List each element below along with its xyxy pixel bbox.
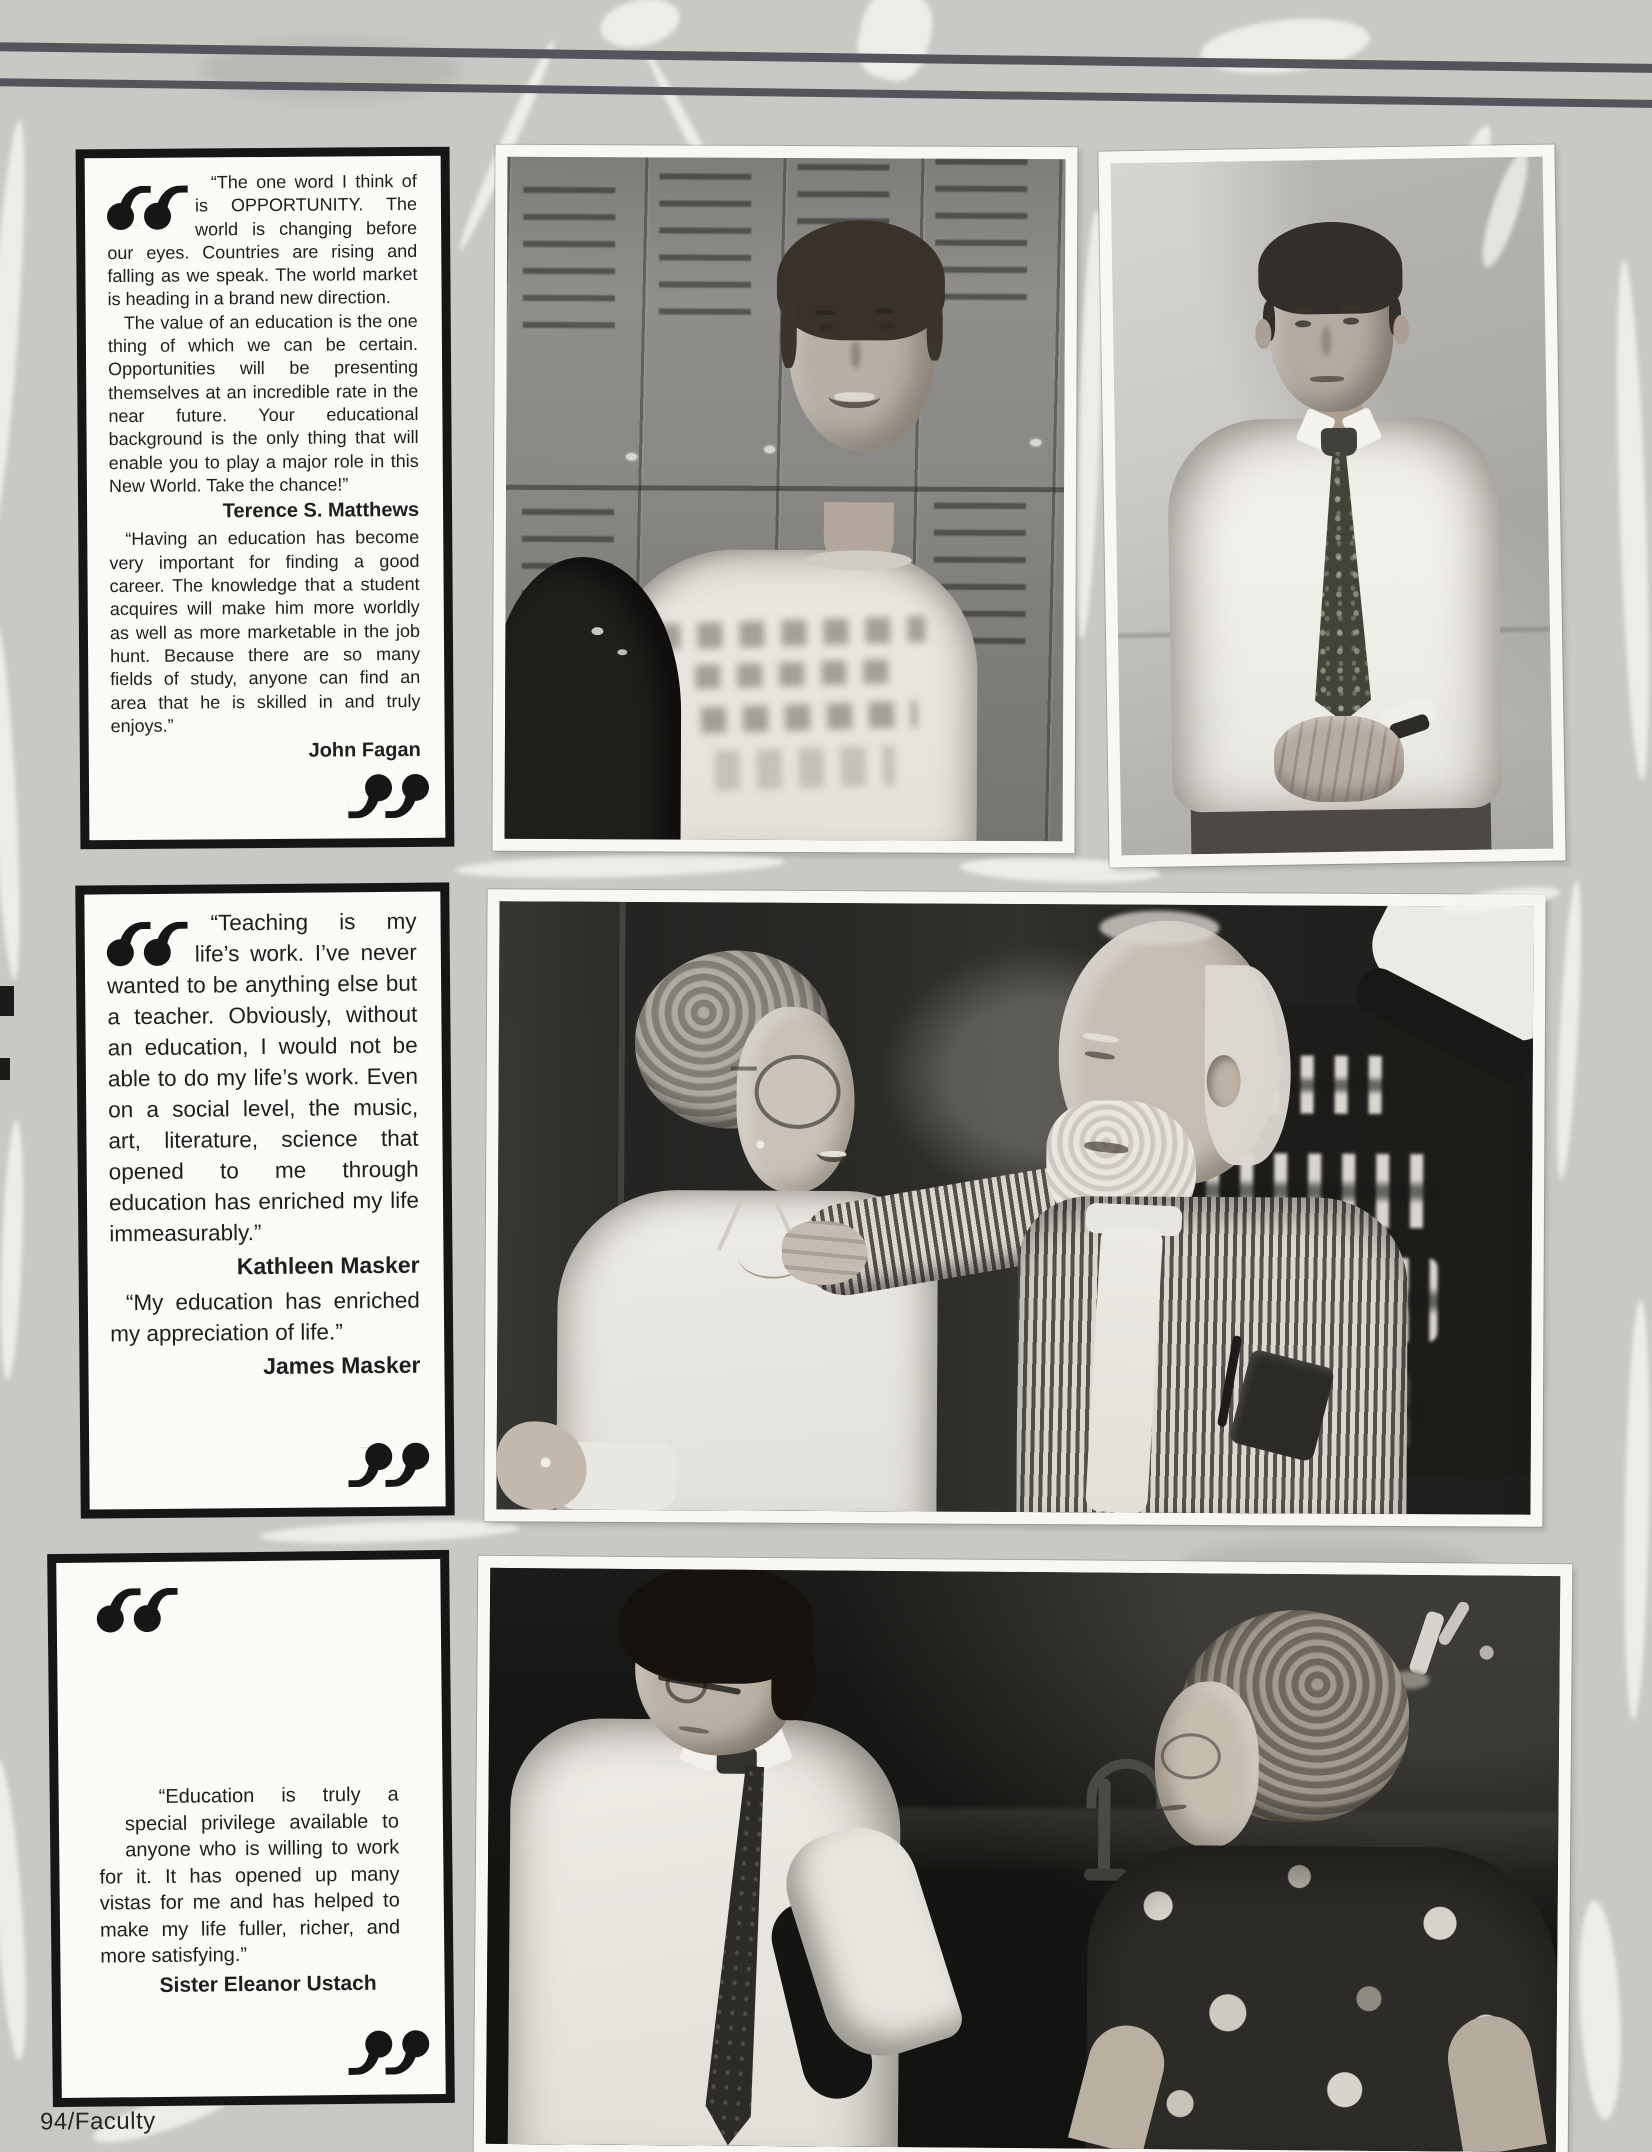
quote-dot xyxy=(107,939,134,966)
man-ear xyxy=(1207,1055,1241,1107)
open-quote-icon xyxy=(107,176,183,233)
close-quote-icon xyxy=(353,772,429,829)
student-eyebrow xyxy=(875,308,895,313)
man-ear xyxy=(1255,319,1271,349)
spacer xyxy=(97,1633,399,1784)
quote-paragraph: “Having an education has become very important for finding a good career. The knowledge that a student acquires will make him more worldly as well as more marketable in the job hunt. Because there are so many fields of study, anyone can find an area that he is skilled in and truly enjoys.” xyxy=(109,527,421,736)
page-number-label: 94/Faculty xyxy=(39,2107,156,2136)
man-hand-on-shoulder xyxy=(782,1221,868,1285)
photo-frame-inner xyxy=(505,157,1066,841)
student-smile xyxy=(828,384,880,408)
man-nose-shadow xyxy=(1321,326,1331,356)
quote-paragraph: “Education is truly a special privilege available to anyone who is willing to work for it. It has opened up many vistas for me and has helped to make my life fuller, richer, and more satisfying.” xyxy=(99,1783,401,1968)
marble-vein xyxy=(1574,1899,1625,2121)
tshirt-collar xyxy=(806,550,912,570)
marble-vein xyxy=(0,1120,27,1381)
woman-glasses xyxy=(754,1055,840,1129)
faucet-stem xyxy=(1098,1779,1111,1875)
scan-artifact xyxy=(0,986,14,1016)
man-eyebrow xyxy=(1341,305,1363,310)
quote-attribution: Sister Eleanor Ustach xyxy=(159,1971,377,1997)
silhouette-glint xyxy=(591,627,603,635)
marble-vein xyxy=(850,0,940,87)
student-hair xyxy=(777,220,946,341)
quote-paragraph: “My education has enriched my appreciation of life.” xyxy=(110,1287,420,1347)
student-sideburn xyxy=(781,298,797,368)
quote-paragraph: The value of an education is the one thing of which we can be certain. Opportunities will be presenting themselves at an incredible rate in the near future. Your educational background is the only thing that will enable you to play a major role in this New World. Take the chance!” xyxy=(107,310,419,496)
student-eye xyxy=(819,324,835,331)
quote-dot xyxy=(144,203,171,230)
quote-dot xyxy=(365,2031,392,2058)
glasses-temple xyxy=(731,1067,757,1071)
quote-box-teaching xyxy=(75,882,455,1518)
man-striped-torso xyxy=(1016,1196,1408,1514)
quote-attribution: Terence S. Matthews xyxy=(222,499,420,523)
quote-dot xyxy=(365,1443,392,1470)
quote-attribution: James Masker xyxy=(263,1351,421,1380)
photo-frame-inner xyxy=(486,1568,1560,2152)
clasped-hands xyxy=(1273,715,1404,803)
photo-couple-striped-shirt xyxy=(484,889,1545,1527)
locker-knob xyxy=(1030,439,1041,446)
student-eyebrow xyxy=(815,310,835,315)
quote-paragraph: “Teaching is my life’s work. I’ve never wanted to be anything else but a teacher. Obviously, without an education, I would not be able to do my life’s work. Even on a social level, the music, art, literature, science that opened to me through education has enriched my life immeasurably.” xyxy=(107,908,420,1247)
man-hair-wisp xyxy=(1099,910,1219,945)
man-mouth xyxy=(1310,376,1344,383)
close-quote-icon xyxy=(353,2028,430,2085)
woman-smile xyxy=(816,1143,850,1162)
marble-vein xyxy=(596,0,684,54)
quote-attribution: John Fagan xyxy=(308,739,421,762)
open-quote-icon xyxy=(96,1578,173,1635)
scan-artifact xyxy=(0,1058,10,1080)
locker-vents xyxy=(523,187,616,337)
photo-two-teachers-dark-lab xyxy=(474,1556,1573,2152)
quote-box-privilege xyxy=(47,1550,455,2107)
quote-dot xyxy=(97,1605,124,1632)
man-ear xyxy=(1393,315,1409,345)
photo-frame-inner xyxy=(496,901,1533,1514)
quote-paragraph: “The one word I think of is OPPORTUNITY. The world is changing before our eyes. Countries are rising and falling as we speak. The world market is heading in a brand new direction. xyxy=(107,170,418,310)
quote-dot xyxy=(107,203,134,230)
quote-box-content xyxy=(56,1559,446,2098)
marble-vein xyxy=(0,620,25,981)
glassware-highlight xyxy=(1480,1646,1494,1660)
ring xyxy=(541,1458,551,1468)
quote-box-content xyxy=(84,891,445,1509)
man-eyebrow xyxy=(1293,308,1315,313)
man-hair xyxy=(1258,221,1403,315)
marble-vein xyxy=(1621,1300,1652,1720)
quote-dot xyxy=(365,774,392,801)
quote-box-opportunity xyxy=(76,147,455,850)
marble-vein xyxy=(1198,11,1373,80)
quote-dot xyxy=(134,1605,161,1632)
marble-vein xyxy=(1611,260,1652,781)
locker-vents xyxy=(935,159,1028,319)
spacer xyxy=(99,1784,126,1840)
locker-knob xyxy=(764,446,775,453)
woman-earring xyxy=(756,1141,764,1149)
marble-vein xyxy=(0,1759,32,2060)
marble-vein xyxy=(0,120,33,541)
quote-dot xyxy=(402,2030,429,2057)
marble-vein xyxy=(1552,880,1586,1181)
quote-attribution: Kathleen Masker xyxy=(236,1251,420,1280)
marble-vein xyxy=(260,1517,521,1546)
locker-knob xyxy=(626,453,637,460)
quote-box-content xyxy=(85,156,446,840)
silhouette-glint xyxy=(617,649,627,655)
student-sideburn xyxy=(927,295,943,361)
quote-dot xyxy=(402,774,429,801)
woman-glasses-hint xyxy=(1161,1733,1221,1779)
marble-vein xyxy=(455,851,785,882)
tie-knot xyxy=(1321,428,1357,457)
tshirt-print-smudge xyxy=(714,745,895,790)
student-eye xyxy=(879,322,895,329)
open-quote-icon xyxy=(106,912,182,969)
close-quote-icon xyxy=(353,1441,429,1498)
locker-vents xyxy=(659,173,752,333)
quote-dot xyxy=(402,1443,429,1470)
quote-dot xyxy=(144,939,171,966)
photo-young-man-by-lockers xyxy=(492,145,1077,854)
